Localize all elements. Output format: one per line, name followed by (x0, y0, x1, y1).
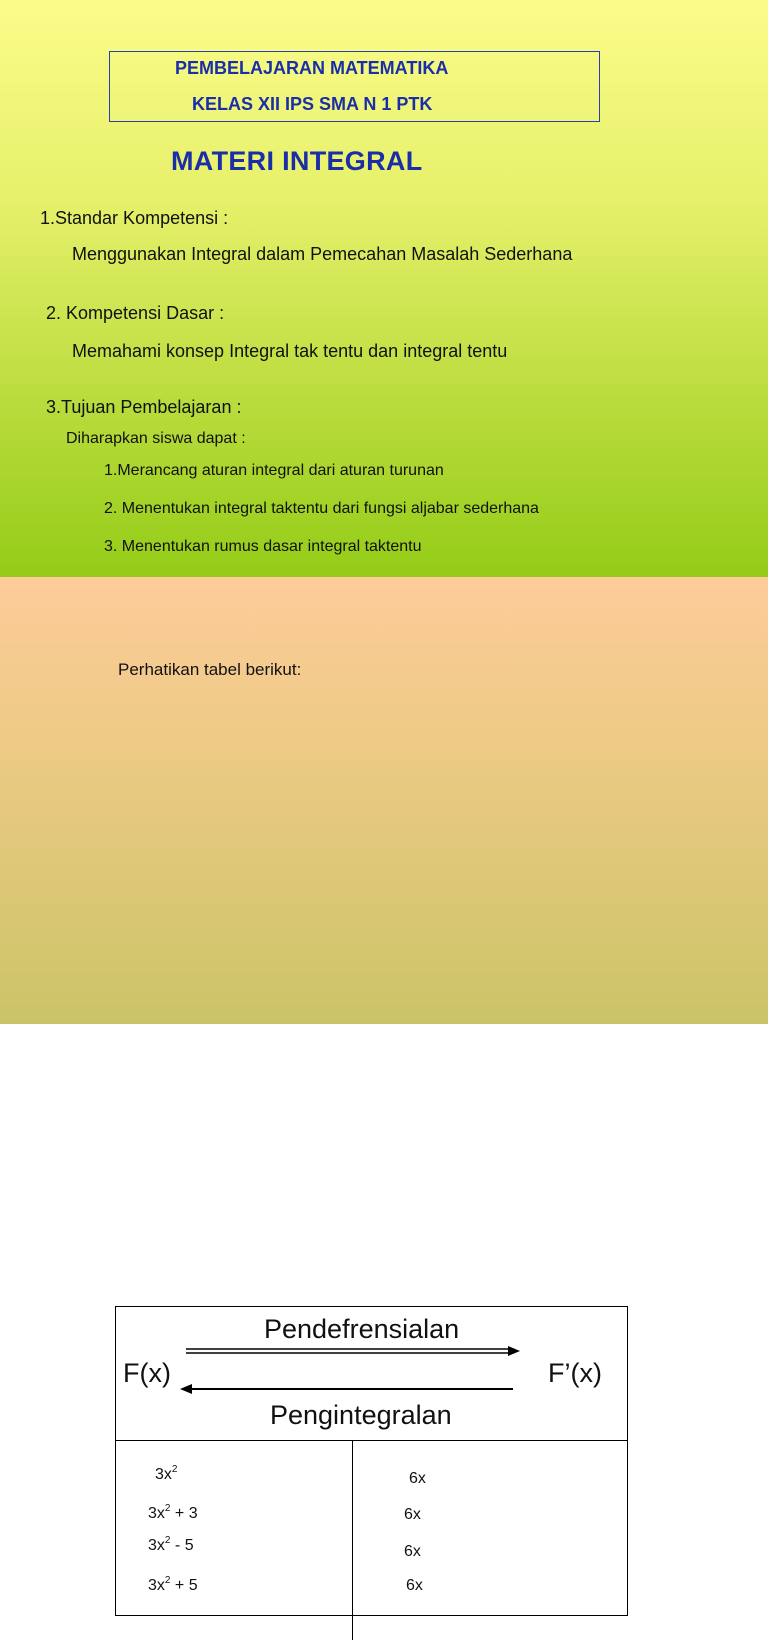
left-arrow-icon (180, 1384, 513, 1394)
tp-label: 3.Tujuan Pembelajaran : (46, 397, 242, 417)
title-box (109, 51, 600, 122)
table-divider-vertical (352, 1440, 353, 1640)
tp-item-2: 2. Menentukan integral taktentu dari fungsi aljabar sederhana (104, 500, 539, 517)
slide-heading: MATERI INTEGRAL (171, 146, 423, 176)
table-intro: Perhatikan tabel berikut: (118, 660, 302, 679)
differentiation-label: Pendefrensialan (264, 1314, 460, 1344)
slide-objectives (0, 0, 768, 577)
tp-item-1: 1.Merancang aturan integral dari aturan turunan (104, 462, 444, 479)
sk-text: Menggunakan Integral dalam Pemecahan Masalah Sederhana (72, 244, 573, 264)
right-arrow-icon (186, 1346, 520, 1356)
derivative-table (115, 1306, 628, 1616)
slide-derivative-table (0, 577, 768, 1594)
kd-label: 2. Kompetensi Dasar : (46, 303, 225, 323)
kd-text: Memahami konsep Integral tak tentu dan integral tentu (72, 341, 508, 361)
title-line-2: KELAS XII IPS SMA N 1 PTK (192, 94, 433, 114)
fx-label: F(x) (123, 1358, 171, 1388)
table-row-2-fprime: 6x (404, 1506, 421, 1523)
table-row-4-fprime: 6x (406, 1577, 423, 1594)
table-row-4-fx: $3x^2 + 5$ (148, 1575, 198, 1594)
sk-label: 1.Standar Kompetensi : (40, 208, 229, 228)
table-row-1-fx: $3x^2$ (155, 1464, 178, 1483)
table-row-3-fprime: 6x (404, 1543, 421, 1560)
table-row-1-fprime: 6x (409, 1470, 426, 1487)
tp-intro: Diharapkan siswa dapat : (66, 430, 246, 447)
title-line-1: PEMBELAJARAN MATEMATIKA (175, 58, 449, 78)
table-row-2-fx: $3x^2 + 3$ (148, 1503, 198, 1522)
integration-label: Pengintegralan (270, 1400, 452, 1430)
fprime-label: F’(x) (548, 1358, 602, 1388)
tp-item-3: 3. Menentukan rumus dasar integral taktentu (104, 538, 422, 555)
direction-arrows (176, 1343, 526, 1399)
table-divider-horizontal (116, 1440, 627, 1441)
table-row-3-fx: $3x^2 - 5$ (148, 1535, 194, 1554)
